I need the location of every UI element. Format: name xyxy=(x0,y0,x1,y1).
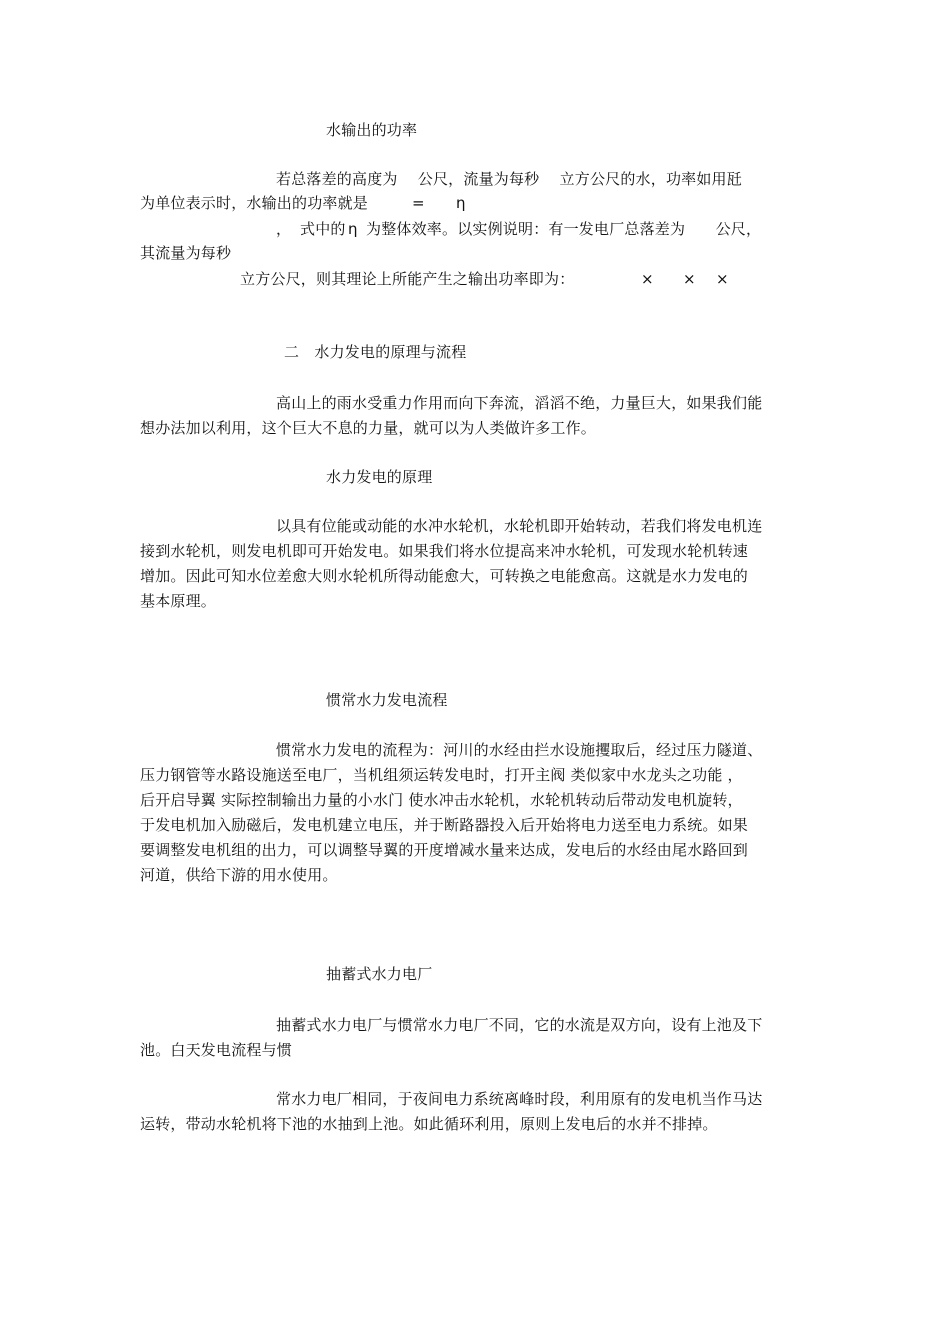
paragraph-line: 高山上的雨水受重力作用而向下奔流，滔滔不绝，力量巨大，如果我们能 xyxy=(276,394,763,412)
times-sign: × xyxy=(716,270,729,288)
paragraph-line: 压力钢管等水路设施送至电厂，当机组须运转发电时，打开主阀 类似家中水龙头之功能 ， xyxy=(140,766,743,784)
paragraph-line: 要调整发电机组的出力，可以调整导翼的开度增减水量来达成，发电后的水经由尾水路回到 xyxy=(140,841,749,859)
paragraph-line: 惯常水力发电的流程为：河川的水经由拦水设施攫取后，经过压力隧道、 xyxy=(276,741,763,759)
eta-symbol-inline: η xyxy=(348,220,358,238)
power-line-4: 其流量为每秒 xyxy=(140,244,232,262)
power-line-5: 立方公尺，则其理论上所能产生之输出功率即为： xyxy=(240,270,575,288)
eta-symbol: η xyxy=(456,194,466,212)
heading-principle-and-flow: 二 水力发电的原理与流程 xyxy=(284,343,467,361)
paragraph-line: 于发电机加入励磁后，发电机建立电压，并于断路器投入后开始将电力送至电力系统。如果 xyxy=(140,816,749,834)
paragraph-line: 后开启导翼 实际控制输出力量的小水门 使水冲击水轮机，水轮机转动后带动发电机旋转， xyxy=(140,791,743,809)
times-sign: × xyxy=(683,270,696,288)
paragraph-line: 抽蓄式水力电厂与惯常水力电厂不同，它的水流是双方向，设有上池及下 xyxy=(276,1016,763,1034)
paragraph-line: 想办法加以利用，这个巨大不息的力量，就可以为人类做许多工作。 xyxy=(140,419,597,437)
times-sign: × xyxy=(641,270,654,288)
equals-sign: = xyxy=(412,194,425,212)
paragraph-line: 基本原理。 xyxy=(140,592,217,610)
heading-power-output: 水输出的功率 xyxy=(326,121,418,139)
power-line-2: 为单位表示时，水输出的功率就是 xyxy=(140,194,369,212)
paragraph-line: 常水力电厂相同，于夜间电力系统离峰时段，利用原有的发电机当作马达 xyxy=(276,1090,763,1108)
power-line-1: 若总落差的高度为 公尺，流量为每秒 立方公尺的水，功率如用瓩 xyxy=(276,170,742,188)
paragraph-line: 河道，供给下游的用水使用。 xyxy=(140,866,338,884)
heading-pumped-storage: 抽蓄式水力电厂 xyxy=(326,965,433,983)
paragraph-line: 池。白天发电流程与惯 xyxy=(140,1041,293,1059)
paragraph-line: 运转，带动水轮机将下池的水抽到上池。如此循环利用，原则上发电后的水并不排掉。 xyxy=(140,1115,718,1133)
heading-conventional-flow: 惯常水力发电流程 xyxy=(326,691,448,709)
power-line-3-text: 为整体效率。以实例说明：有一发电厂总落差为 公尺， xyxy=(366,220,762,238)
power-line-3-comma: ， xyxy=(276,220,292,238)
power-line-3-prefix: 式中的 xyxy=(300,220,346,238)
paragraph-line: 接到水轮机，则发电机即可开始发电。如果我们将水位提高来冲水轮机，可发现水轮机转速 xyxy=(140,542,749,560)
paragraph-line: 增加。因此可知水位差愈大则水轮机所得动能愈大，可转换之电能愈高。这就是水力发电的 xyxy=(140,567,749,585)
heading-principle: 水力发电的原理 xyxy=(326,468,433,486)
paragraph-line: 以具有位能或动能的水冲水轮机，水轮机即开始转动，若我们将发电机连 xyxy=(276,517,763,535)
